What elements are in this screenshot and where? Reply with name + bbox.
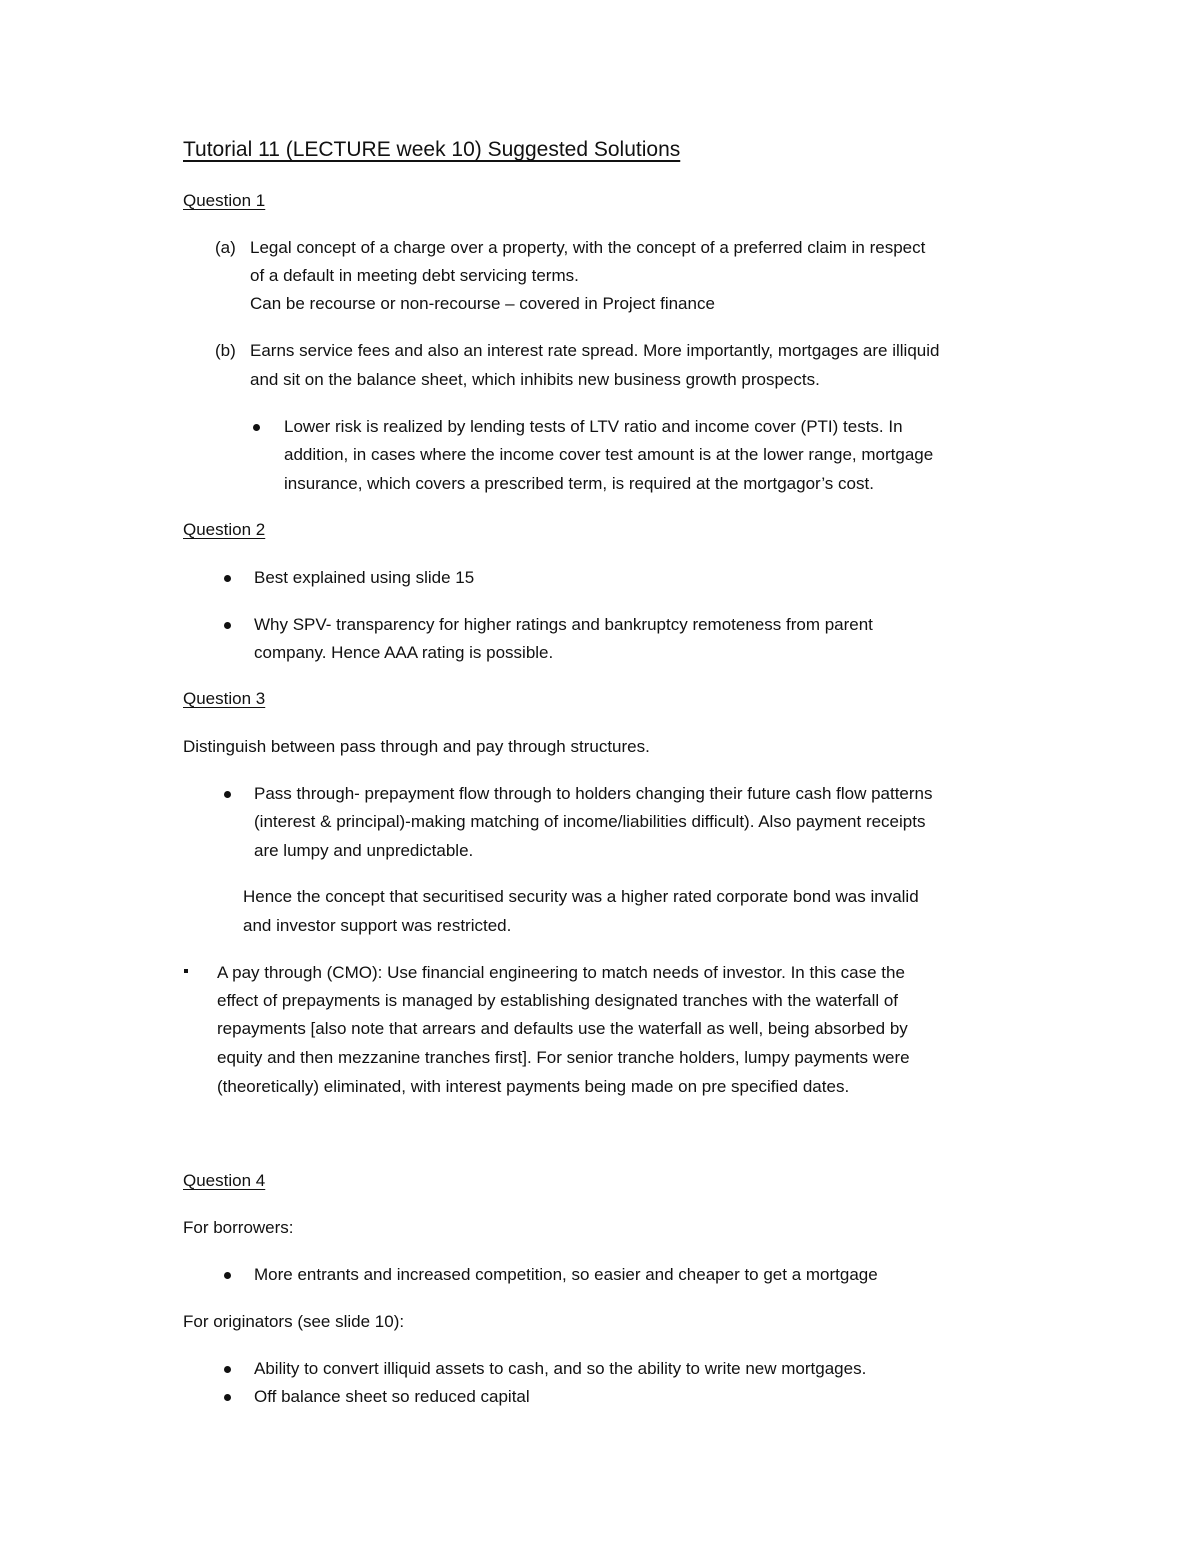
bullet-text-line: Ability to convert illiquid assets to cash, and so the ability to write new mortgages. (254, 1359, 867, 1378)
bullet-text-line: equity and then mezzanine tranches first]. For senior tranche holders, lumpy payments were (217, 1048, 910, 1067)
bullet-icon (253, 424, 260, 431)
item-a-line: Can be recourse or non-recourse – covered in Project finance (250, 294, 715, 313)
bullet-text-line: Pass through- prepayment flow through to holders changing their future cash flow patterns (254, 784, 933, 803)
bullet-icon (224, 575, 231, 582)
item-b-marker: (b) (215, 341, 236, 360)
question-1-heading: Question 1 (183, 191, 266, 210)
bullet-text-line: (theoretically) eliminated, with interest payments being made on pre specified dates. (217, 1077, 850, 1096)
question-2-heading: Question 2 (183, 520, 266, 539)
bullet-icon (224, 1366, 231, 1373)
paragraph-line: and investor support was restricted. (243, 916, 512, 935)
item-b-line: and sit on the balance sheet, which inhibits new business growth prospects. (250, 370, 820, 389)
bullet-text-line: Off balance sheet so reduced capital (254, 1387, 530, 1406)
item-a-line: Legal concept of a charge over a property, with the concept of a preferred claim in respect (250, 238, 926, 257)
bullet-text-line: repayments [also note that arrears and defaults use the waterfall as well, being absorbed by (217, 1019, 908, 1038)
originators-label: For originators (see slide 10): (183, 1312, 405, 1331)
item-b-line: Earns service fees and also an interest rate spread. More importantly, mortgages are illiquid (250, 341, 940, 360)
bullet-text-line: insurance, which covers a prescribed term, is required at the mortgagor’s cost. (284, 474, 874, 493)
bullet-text-line: Why SPV- transparency for higher ratings and bankruptcy remoteness from parent (254, 615, 873, 634)
bullet-text-line: Best explained using slide 15 (254, 568, 475, 587)
question-3-intro: Distinguish between pass through and pay through structures. (183, 737, 650, 756)
bullet-icon (224, 622, 231, 629)
bullet-icon (224, 1272, 231, 1279)
bullet-icon (224, 791, 231, 798)
bullet-icon (224, 1394, 231, 1401)
item-a-marker: (a) (215, 238, 236, 257)
square-bullet-icon (184, 969, 188, 973)
borrowers-label: For borrowers: (183, 1218, 294, 1237)
document-title: Tutorial 11 (LECTURE week 10) Suggested Solutions (183, 138, 681, 161)
question-3-heading: Question 3 (183, 689, 266, 708)
bullet-text-line: addition, in cases where the income cover test amount is at the lower range, mortgage (284, 445, 934, 464)
bullet-text-line: are lumpy and unpredictable. (254, 841, 474, 860)
bullet-text-line: effect of prepayments is managed by establishing designated tranches with the waterfall of (217, 991, 899, 1010)
paragraph-line: Hence the concept that securitised security was a higher rated corporate bond was invalid (243, 887, 919, 906)
question-4-heading: Question 4 (183, 1171, 266, 1190)
bullet-text-line: (interest & principal)-making matching of income/liabilities difficult). Also payment receipts (254, 812, 926, 831)
bullet-text-line: More entrants and increased competition, so easier and cheaper to get a mortgage (254, 1265, 878, 1284)
bullet-text-line: Lower risk is realized by lending tests of LTV ratio and income cover (PTI) tests. In (284, 417, 903, 436)
bullet-text-line: company. Hence AAA rating is possible. (254, 643, 554, 662)
bullet-text-line: A pay through (CMO): Use financial engineering to match needs of investor. In this case the (217, 963, 905, 982)
item-a-line: of a default in meeting debt servicing terms. (250, 266, 579, 285)
